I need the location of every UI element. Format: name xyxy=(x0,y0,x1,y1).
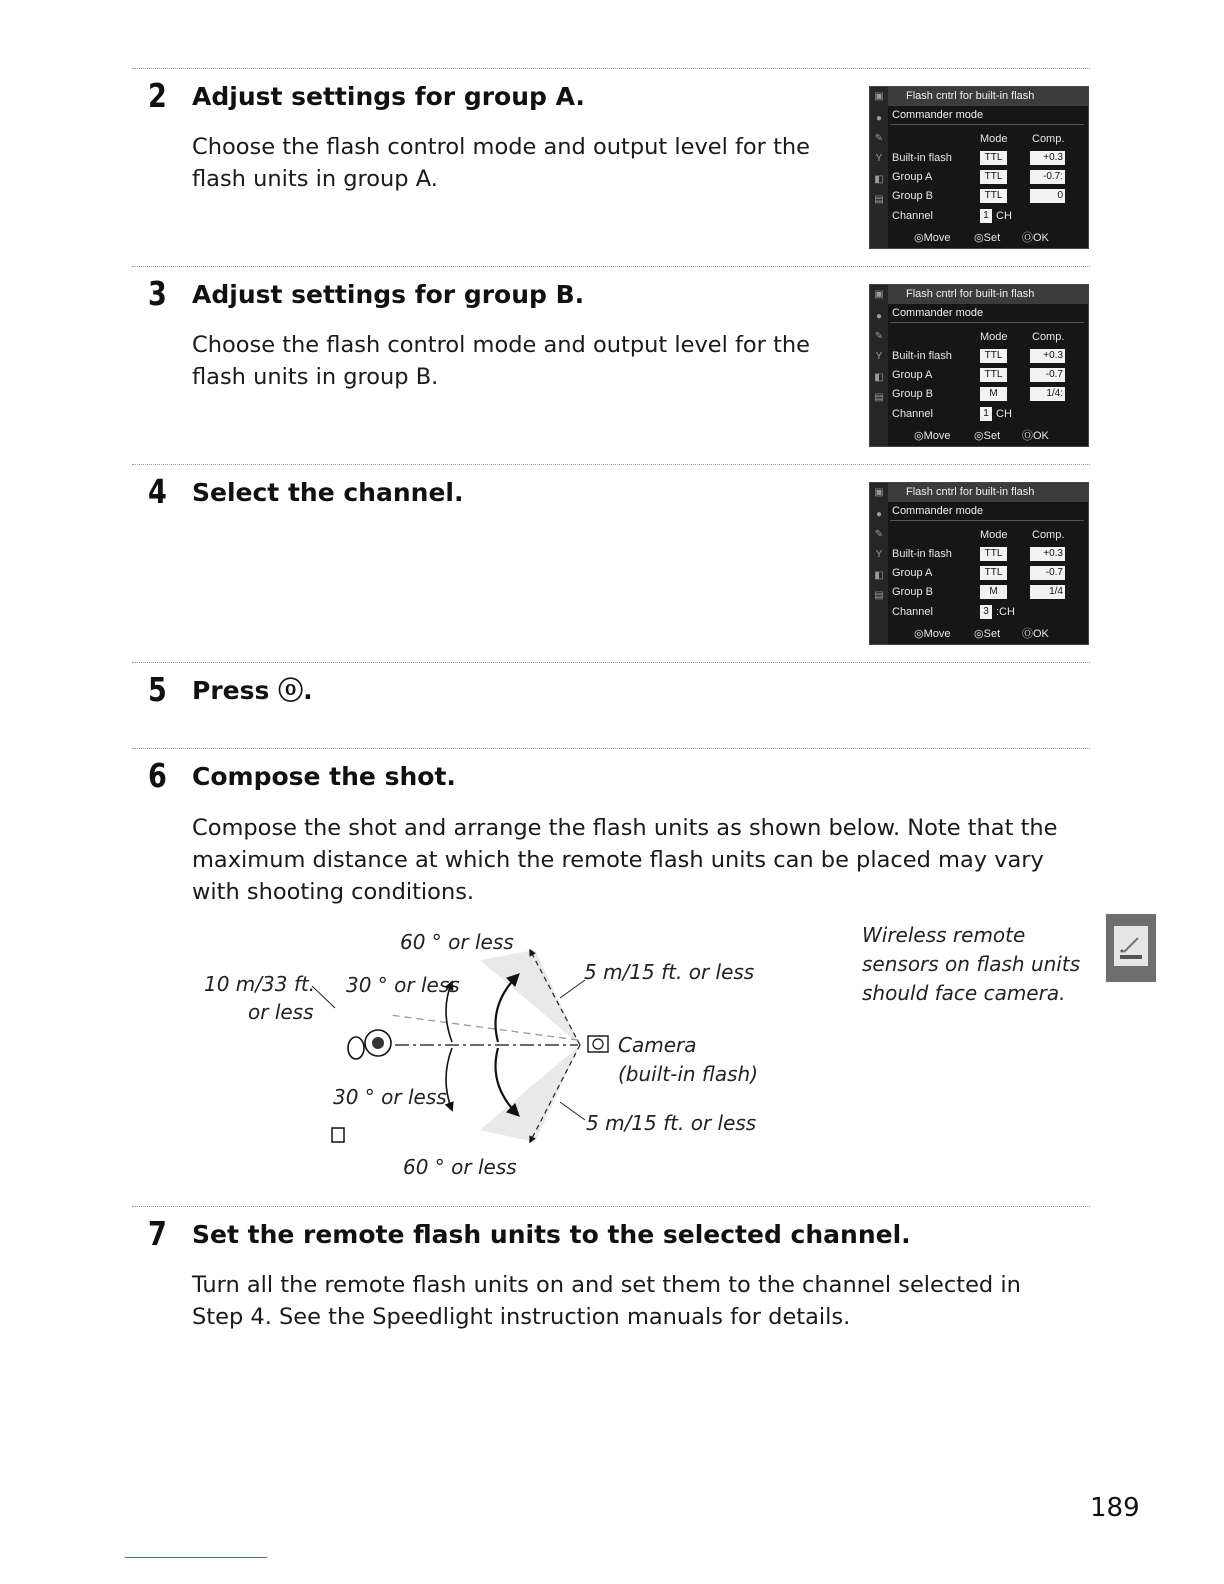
footer-set: ◎Set xyxy=(974,430,1001,442)
setup-icon: Y xyxy=(875,549,883,560)
comp-value: -0.7: xyxy=(1030,170,1065,184)
comp-value: 1/4 xyxy=(1030,585,1065,599)
row-label: Built-in flash xyxy=(892,350,952,362)
page-number: 189 xyxy=(1090,1493,1140,1523)
mode-value: TTL xyxy=(980,189,1007,203)
step-number: 2 xyxy=(148,76,167,115)
channel-value: 1 xyxy=(980,407,992,421)
col-comp: Comp. xyxy=(1032,133,1065,145)
multi-selector-icon: ◎ xyxy=(914,430,924,442)
channel-label: Channel xyxy=(892,210,933,222)
footer-move: ◎Move xyxy=(914,628,951,640)
separator xyxy=(890,520,1084,521)
screen-subtitle: Commander mode xyxy=(892,307,984,319)
col-comp: Comp. xyxy=(1032,529,1065,541)
label-built-in-flash: (built-in flash) xyxy=(618,1062,759,1086)
selector-icon: ◎ xyxy=(974,430,984,442)
separator xyxy=(890,322,1084,323)
mode-value: TTL xyxy=(980,547,1007,561)
footer-set: ◎Set xyxy=(974,232,1001,244)
camera-screen-channel xyxy=(869,482,1089,645)
step-body: Compose the shot and arrange the flash units as shown below. Note that the maximum distance at which the remote flash units can be placed may vary with shooting conditions. xyxy=(192,815,1058,905)
retouch-icon: ◧ xyxy=(874,174,884,185)
step-number: 5 xyxy=(148,670,167,709)
playback-icon: ▣ xyxy=(874,289,884,300)
channel-suffix: CH xyxy=(996,408,1012,420)
retouch-icon: ◧ xyxy=(874,372,884,383)
footer-ok: ⓄOK xyxy=(1022,430,1049,442)
selector-icon: ◎ xyxy=(974,628,984,640)
row-label: Group B xyxy=(892,388,933,400)
step-body: Choose the flash control mode and output level for the flash units in group B. xyxy=(192,332,811,390)
footer-rule xyxy=(125,1557,267,1558)
label-lower-angle: 30 ° or less xyxy=(333,1085,447,1109)
row-label: Built-in flash xyxy=(892,548,952,560)
arc-30-lower xyxy=(446,1048,452,1110)
step-number: 3 xyxy=(148,274,167,313)
footer-ok: ⓄOK xyxy=(1022,232,1049,244)
screen-title: Flash cntrl for built-in flash xyxy=(888,483,1088,502)
screen-subtitle: Commander mode xyxy=(892,505,984,517)
label-bottom-angle: 60 ° or less xyxy=(403,1155,517,1179)
footer-move: ◎Move xyxy=(914,232,951,244)
subject-flash-sensor xyxy=(372,1037,384,1049)
channel-label: Channel xyxy=(892,408,933,420)
col-mode: Mode xyxy=(980,331,1008,343)
label-lower-distance: 5 m/15 ft. or less xyxy=(586,1111,757,1135)
pencil-icon: ✎ xyxy=(874,529,884,540)
playback-icon: ▣ xyxy=(874,91,884,102)
step-heading: Compose the shot. xyxy=(192,762,456,791)
comp-value: +0.3 xyxy=(1030,547,1065,561)
leader-lower-distance xyxy=(560,1102,585,1120)
note-line: should face camera. xyxy=(862,981,1066,1005)
ok-button-icon: Ⓞ xyxy=(1022,628,1033,640)
divider xyxy=(132,1206,1090,1207)
comp-value: +0.3 xyxy=(1030,151,1065,165)
mode-value: M xyxy=(980,387,1007,401)
channel-value: 1 xyxy=(980,209,992,223)
recent-icon: ▤ xyxy=(874,590,884,601)
shooting-icon: ● xyxy=(875,311,883,322)
step-body: Choose the flash control mode and output level for the flash units in group A. xyxy=(192,134,811,192)
note-line: sensors on flash units xyxy=(862,952,1081,976)
leader-10m xyxy=(312,986,335,1008)
row-label: Group A xyxy=(892,369,933,381)
leader-upper-distance xyxy=(560,980,585,998)
label-camera: Camera xyxy=(618,1033,697,1057)
step-number: 6 xyxy=(148,756,167,795)
setup-icon: Y xyxy=(875,351,883,362)
step-heading: Select the channel. xyxy=(192,478,464,507)
menu-tab-bar xyxy=(870,285,888,446)
selector-icon: ◎ xyxy=(974,232,984,244)
row-label: Built-in flash xyxy=(892,152,952,164)
channel-suffix: CH xyxy=(996,210,1012,222)
note-line: Wireless remote xyxy=(862,923,1026,947)
label-upper-distance: 5 m/15 ft. or less xyxy=(584,960,755,984)
channel-value: 3 xyxy=(980,605,992,619)
separator xyxy=(890,124,1084,125)
divider xyxy=(132,464,1090,465)
footer-set: ◎Set xyxy=(974,628,1001,640)
label-distance-10m: 10 m/33 ft. xyxy=(204,972,316,996)
menu-tab-bar xyxy=(870,87,888,248)
step-number: 7 xyxy=(148,1214,167,1253)
divider-top xyxy=(132,68,1090,69)
playback-icon: ▣ xyxy=(874,487,884,498)
ok-button-icon: Ⓞ xyxy=(1022,232,1033,244)
screen-subtitle: Commander mode xyxy=(892,109,984,121)
flash-placement-diagram xyxy=(190,920,780,1190)
ok-button-icon: Ⓞ xyxy=(1022,430,1033,442)
subject-figure xyxy=(348,1037,364,1059)
step-heading: Set the remote flash units to the selected channel. xyxy=(192,1220,911,1249)
row-label: Group B xyxy=(892,190,933,202)
row-label: Group A xyxy=(892,171,933,183)
sensor-note xyxy=(862,921,1080,1008)
channel-suffix: :CH xyxy=(996,606,1015,618)
label-top-angle: 60 ° or less xyxy=(400,930,514,954)
step-body: Turn all the remote flash units on and set them to the channel selected in Step 4. See the Speedlight instruction manuals for details. xyxy=(192,1272,1021,1330)
divider xyxy=(132,748,1090,749)
divider xyxy=(132,662,1090,663)
label-distance-or-less: or less xyxy=(248,1000,314,1024)
recent-icon: ▤ xyxy=(874,392,884,403)
menu-tab-bar xyxy=(870,483,888,644)
setup-icon: Y xyxy=(875,153,883,164)
multi-selector-icon: ◎ xyxy=(914,628,924,640)
col-mode: Mode xyxy=(980,529,1008,541)
mode-value: TTL xyxy=(980,349,1007,363)
comp-value: +0.3 xyxy=(1030,349,1065,363)
row-label: Group B xyxy=(892,586,933,598)
camera-screen-group-b xyxy=(869,284,1089,447)
remote-flash-lower xyxy=(332,1128,344,1142)
mode-value: TTL xyxy=(980,151,1007,165)
screen-title: Flash cntrl for built-in flash xyxy=(888,285,1088,304)
retouch-icon: ◧ xyxy=(874,570,884,581)
row-label: Group A xyxy=(892,567,933,579)
mode-value: TTL xyxy=(980,566,1007,580)
step-number: 4 xyxy=(148,472,167,511)
channel-label: Channel xyxy=(892,606,933,618)
col-mode: Mode xyxy=(980,133,1008,145)
pencil-icon: ✎ xyxy=(874,133,884,144)
comp-value: 1/4: xyxy=(1030,387,1065,401)
col-comp: Comp. xyxy=(1032,331,1065,343)
footer-move: ◎Move xyxy=(914,430,951,442)
section-tab xyxy=(1106,914,1156,982)
step-heading: Adjust settings for group B. xyxy=(192,280,585,309)
mode-value: TTL xyxy=(980,170,1007,184)
recent-icon: ▤ xyxy=(874,194,884,205)
pencil-menu-icon xyxy=(1114,926,1148,966)
shooting-icon: ● xyxy=(875,113,883,124)
comp-value: -0.7 xyxy=(1030,566,1065,580)
divider xyxy=(132,266,1090,267)
step-heading: Press ⓞ. xyxy=(192,676,313,705)
mode-value: M xyxy=(980,585,1007,599)
mode-value: TTL xyxy=(980,368,1007,382)
label-upper-angle: 30 ° or less xyxy=(346,973,460,997)
footer-ok: ⓄOK xyxy=(1022,628,1049,640)
multi-selector-icon: ◎ xyxy=(914,232,924,244)
shooting-icon: ● xyxy=(875,509,883,520)
pencil-icon: ✎ xyxy=(874,331,884,342)
comp-value: -0.7 xyxy=(1030,368,1065,382)
camera-screen-group-a xyxy=(869,86,1089,249)
step-heading: Adjust settings for group A. xyxy=(192,82,585,111)
comp-value: 0 xyxy=(1030,189,1065,203)
screen-title: Flash cntrl for built-in flash xyxy=(888,87,1088,106)
